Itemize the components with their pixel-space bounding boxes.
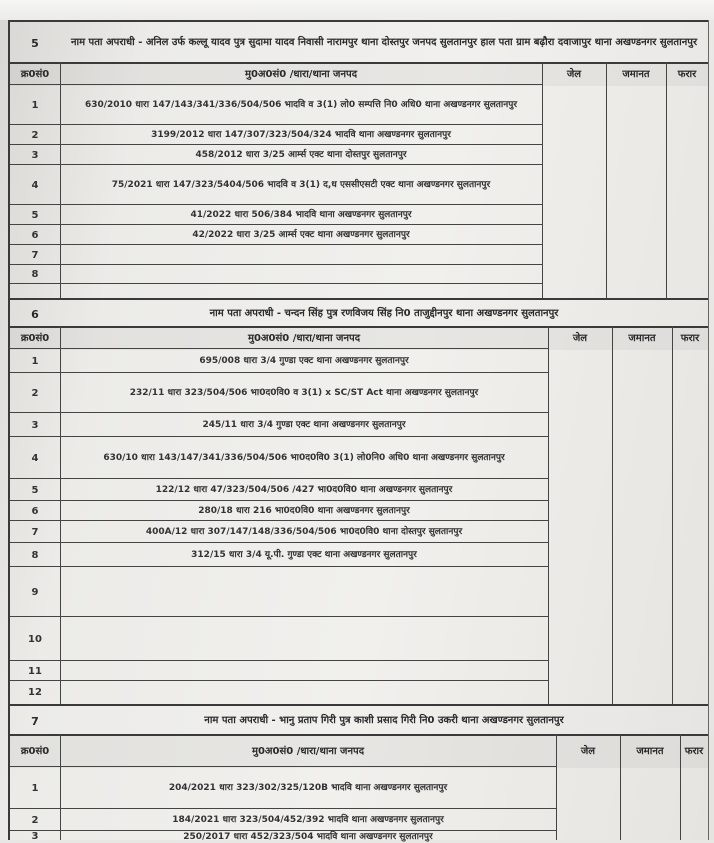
row-case-details: 400A/12 धारा 307/147/148/336/504/506 भा0द0वि0 थाना दोस्तपुर सुलतानपुर <box>145 526 463 537</box>
column-divider <box>620 734 621 840</box>
section-number: 6 <box>31 307 39 321</box>
col-case: मु0अ0सं0 /धारा/थाना जनपद <box>247 333 361 344</box>
row-case-details <box>66 567 542 617</box>
column-divider <box>60 326 61 704</box>
column-divider <box>666 62 667 298</box>
offender-name-address: नाम पता अपराधी - अनिल उर्फ कल्लू यादव पुत्र सुदामा यादव निवासी नारामपुर थाना दोस्तपुर जनपद सुलतानपुर हाल पता ग्राम बढ़ौरा दवाजापुर थाना अखण्डनगर सुलतानपुर <box>70 37 698 48</box>
row-case-details: 695/008 धारा 3/4 गुण्डा एक्ट थाना अखण्डनगर सुलतानपुर <box>199 355 409 366</box>
col-bail: जमानत <box>636 746 664 757</box>
col-jail: जेल <box>566 69 582 80</box>
row-case-details: 245/11 धारा 3/4 गुण्डा एक्ट थाना अखण्डनगर सुलतानपुर <box>202 419 406 430</box>
row-case-details: 458/2012 धारा 3/25 आर्म्स एक्ट थाना दोस्तपुर सुलतानपुर <box>195 149 407 160</box>
row-serial: 9 <box>31 586 39 598</box>
row-serial: 11 <box>28 665 42 677</box>
row-case-details: 280/18 धारा 216 भा0द0वि0 थाना अखण्डनगर सुलतानपुर <box>198 505 410 516</box>
row-serial: 5 <box>31 209 39 221</box>
row-serial: 12 <box>28 686 42 698</box>
row-serial: 5 <box>31 484 39 496</box>
row-serial: 1 <box>31 99 39 111</box>
row-serial: 10 <box>28 633 42 645</box>
row-case-details: 75/2021 धारा 147/323/5404/506 भादवि व 3(1) द,ध एससीएसटी एक्ट थाना अखण्डनगर सुलतानपुर <box>111 179 491 190</box>
column-divider <box>60 62 61 298</box>
case-row <box>10 830 556 843</box>
offender-section-6 <box>8 298 709 704</box>
column-divider <box>556 734 557 840</box>
row-case-details: 312/15 धारा 3/4 यू.पी. गुण्डा एक्ट थाना अखण्डनगर सुलतानपुर <box>191 549 417 560</box>
column-divider <box>672 326 673 704</box>
col-sno: क्र0सं0 <box>20 333 50 344</box>
row-serial: 4 <box>31 452 39 464</box>
case-row <box>10 500 548 521</box>
case-row <box>10 520 548 543</box>
section-number: 7 <box>31 714 39 728</box>
row-case-details <box>66 245 536 265</box>
case-row <box>10 542 548 567</box>
column-divider <box>606 62 607 298</box>
case-row <box>10 84 542 125</box>
row-case-details: 122/12 धारा 47/323/504/506 /427 भा0द0वि0 थाना अखण्डनगर सुलतानपुर <box>155 484 453 495</box>
row-case-details: 3199/2012 धारा 147/307/323/504/324 भादवि थाना अखण्डनगर सुलतानपुर <box>151 129 451 140</box>
row-case-details <box>66 617 542 661</box>
case-row <box>10 660 548 681</box>
case-row <box>10 808 556 831</box>
col-sno: क्र0सं0 <box>20 69 50 80</box>
offender-section-5 <box>8 20 709 298</box>
row-case-details <box>66 681 542 703</box>
case-row <box>10 348 548 373</box>
case-row <box>10 412 548 437</box>
case-row <box>10 244 542 265</box>
col-sno: क्र0सं0 <box>20 746 50 757</box>
row-serial: 2 <box>31 814 39 826</box>
case-row <box>10 264 542 284</box>
col-absconding: फरार <box>684 746 704 757</box>
column-divider <box>60 734 61 840</box>
column-divider <box>612 326 613 704</box>
row-serial: 1 <box>31 355 39 367</box>
row-serial: 3 <box>31 831 39 842</box>
row-serial: 7 <box>31 526 39 538</box>
row-serial: 2 <box>31 129 39 141</box>
row-case-details: 630/2010 धारा 147/143/341/336/504/506 भादवि व 3(1) लो0 सम्पत्ति नि0 अधि0 थाना अखण्डनगर सुलतानपुर <box>84 99 518 110</box>
col-jail: जेल <box>572 333 588 344</box>
column-header-row <box>10 734 708 768</box>
row-serial: 6 <box>31 229 39 241</box>
case-row <box>10 566 548 617</box>
case-row <box>10 436 548 479</box>
column-divider <box>548 326 549 704</box>
case-row <box>10 144 542 165</box>
row-serial: 8 <box>31 549 39 561</box>
section-header <box>10 298 708 328</box>
col-absconding: फरार <box>680 333 700 344</box>
col-absconding: फरार <box>677 69 697 80</box>
row-case-details: 232/11 धारा 323/504/506 भा0द0वि0 व 3(1) x SC/ST Act थाना अखण्डनगर सुलतानपुर <box>129 387 479 398</box>
offender-name-address: नाम पता अपराधी - चन्दन सिंह पुत्र रणविजय सिंह नि0 ताजुद्दीनपुर थाना अखण्डनगर सुलतानपुर <box>209 308 559 319</box>
row-serial: 2 <box>31 387 39 399</box>
offender-name-address: नाम पता अपराधी - भानु प्रताप गिरी पुत्र काशी प्रसाद गिरी नि0 उकरी थाना अखण्डनगर सुलतानपुर <box>204 715 564 726</box>
row-serial: 8 <box>31 268 39 280</box>
row-serial: 7 <box>31 249 39 261</box>
case-row <box>10 204 542 225</box>
section-header <box>10 20 708 64</box>
row-case-details: 41/2022 धारा 506/384 भादवि थाना अखण्डनगर सुलतानपुर <box>190 209 412 220</box>
section-number: 5 <box>31 36 39 50</box>
column-divider <box>680 734 681 840</box>
offender-section-7 <box>8 704 709 840</box>
col-jail: जेल <box>580 746 596 757</box>
case-row <box>10 224 542 245</box>
row-case-details <box>66 265 536 283</box>
case-row <box>10 680 548 703</box>
section-header <box>10 704 708 736</box>
row-serial: 3 <box>31 419 39 431</box>
row-case-details: 250/2017 धारा 452/323/504 भादवि थाना अखण्डनगर सुलतानपुर <box>183 832 433 842</box>
case-row <box>10 616 548 661</box>
column-header-row <box>10 326 708 350</box>
column-header-row <box>10 62 708 86</box>
page-top-margin <box>0 0 714 20</box>
case-row <box>10 478 548 501</box>
column-divider <box>542 62 543 298</box>
case-row <box>10 124 542 145</box>
case-row <box>10 766 556 809</box>
row-case-details: 42/2022 धारा 3/25 आर्म्स एक्ट थाना अखण्डनगर सुलतानपुर <box>192 229 410 240</box>
row-case-details: 204/2021 धारा 323/302/325/120B भादवि थाना अखण्डनगर सुलतानपुर <box>168 782 448 793</box>
row-serial: 3 <box>31 149 39 161</box>
col-bail: जमानत <box>628 333 656 344</box>
col-case: मु0अ0सं0 /धारा/थाना जनपद <box>251 746 365 757</box>
row-serial: 4 <box>31 179 39 191</box>
row-case-details <box>66 661 542 681</box>
col-bail: जमानत <box>622 69 650 80</box>
row-serial: 1 <box>31 782 39 794</box>
case-row <box>10 164 542 205</box>
case-row <box>10 372 548 413</box>
col-case: मु0अ0सं0 /धारा/थाना जनपद <box>244 69 358 80</box>
row-serial: 6 <box>31 505 39 517</box>
row-case-details: 184/2021 धारा 323/504/452/392 भादवि थाना अखण्डनगर सुलतानपुर <box>172 814 444 825</box>
row-case-details: 630/10 धारा 143/147/341/336/504/506 भा0द0वि0 3(1) लो0नि0 अधि0 थाना अखण्डनगर सुलतानपुर <box>103 452 505 463</box>
